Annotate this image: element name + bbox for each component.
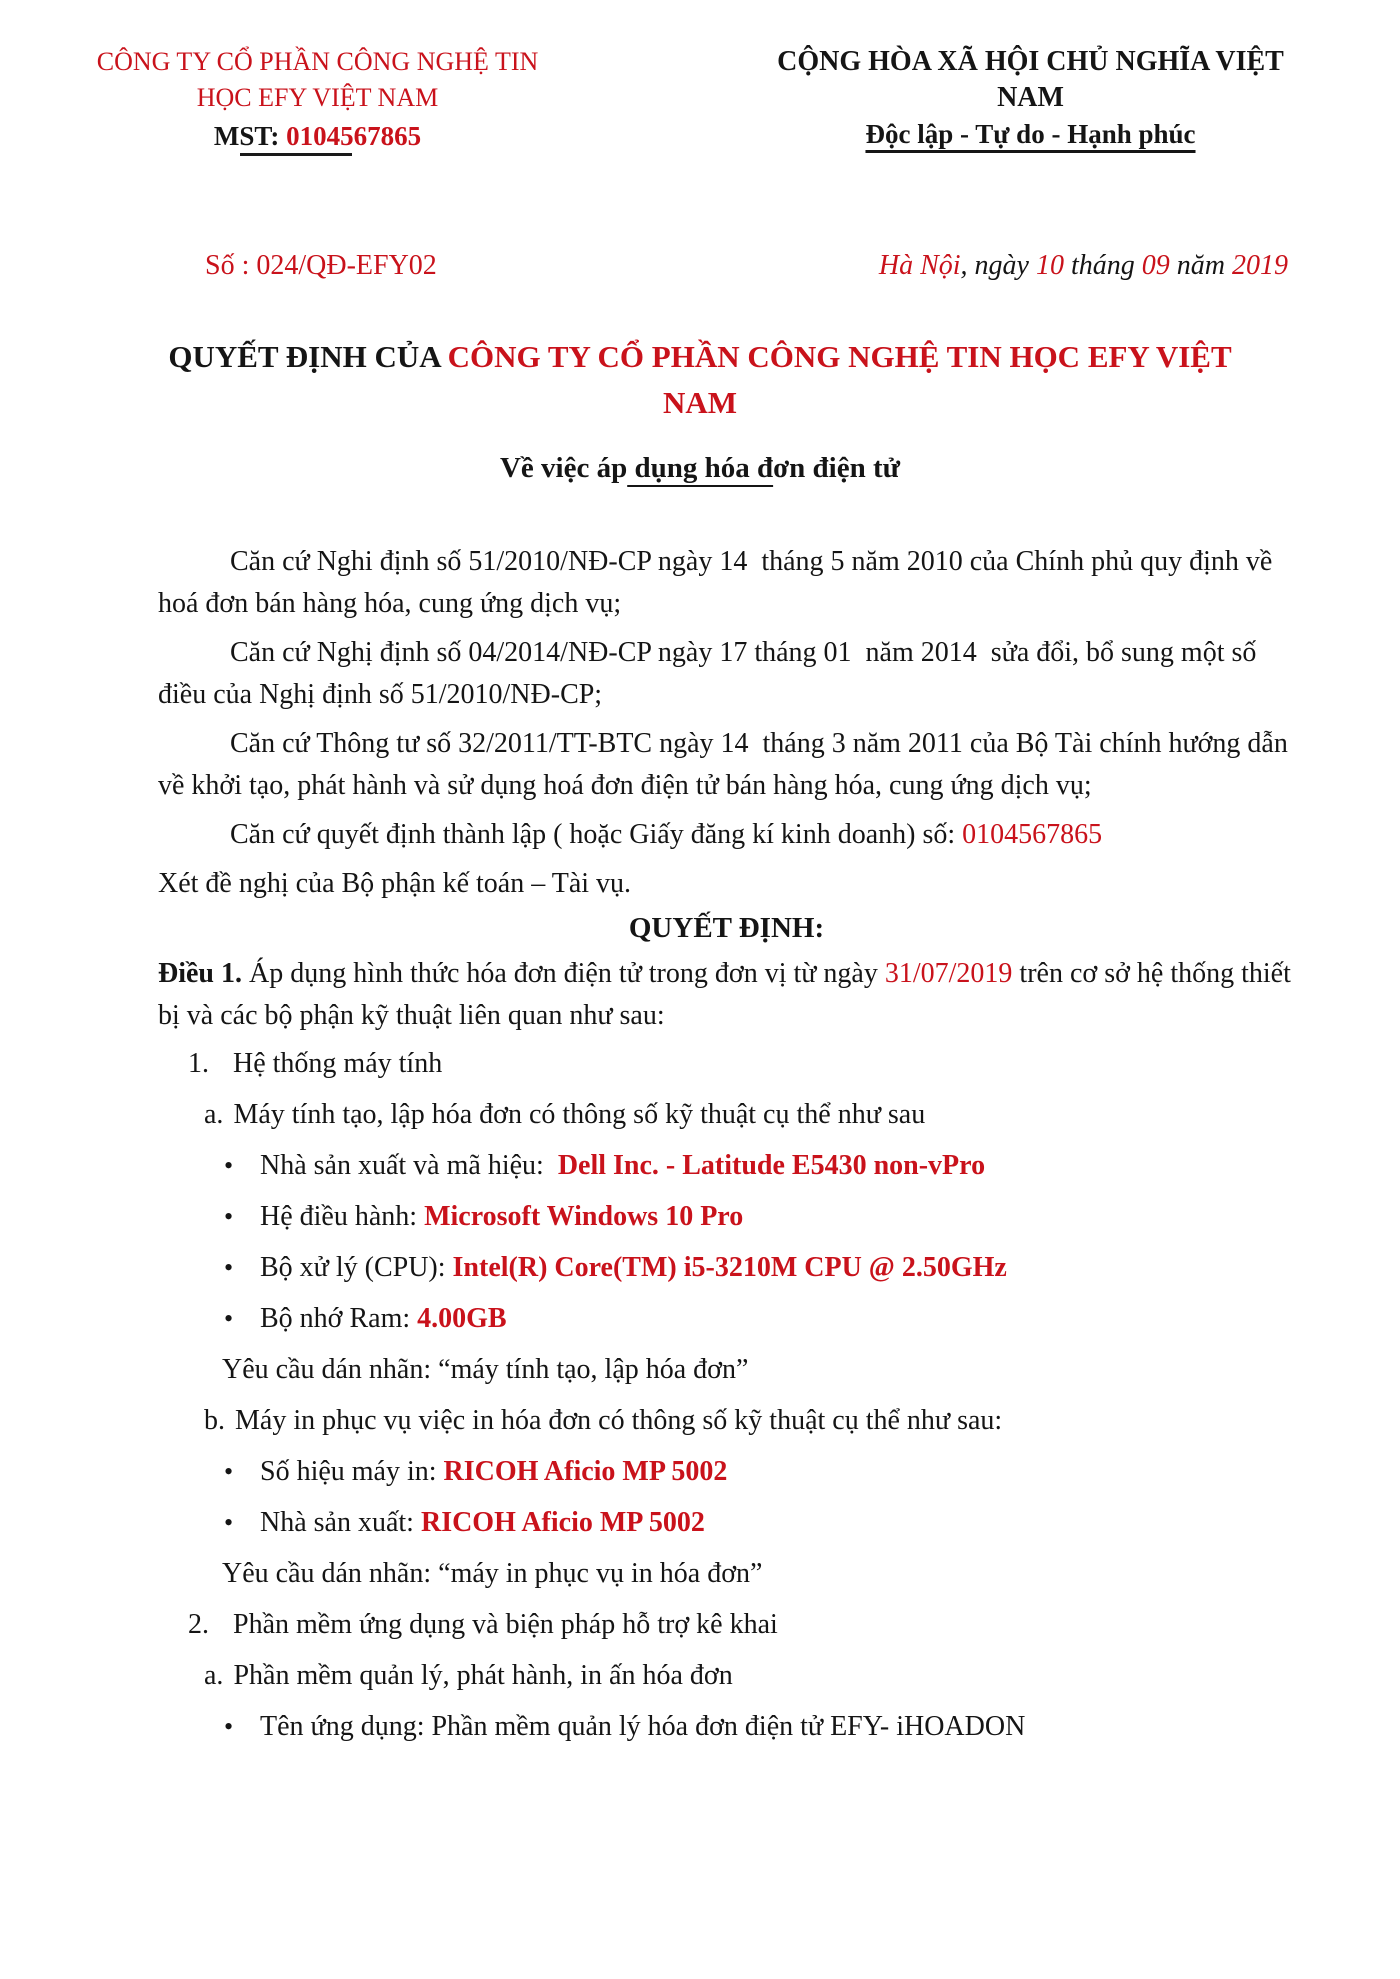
article-1 (158, 953, 1298, 1037)
national-motto-line1: CỘNG HÒA XÃ HỘI CHỦ NGHĨA VIỆT NAM (777, 46, 1284, 113)
date-city: Hà Nội (878, 250, 961, 281)
outline-item-2-number: 2. (188, 1609, 209, 1640)
outline-item-1a-letter: a. (204, 1099, 224, 1130)
outline-item-1 (158, 1044, 1295, 1084)
label-note-2-text: Yêu cầu dán nhãn: “máy in phục vụ in hóa đơn” (222, 1558, 763, 1589)
spec-label: Hệ điều hành: (260, 1201, 425, 1232)
meta-row (0, 250, 1400, 282)
outline-item-1b-text: Máy in phục vụ việc in hóa đơn có thông số kỹ thuật cụ thể như sau: (235, 1405, 1003, 1436)
outline-item-2-text: Phần mềm ứng dụng và biện pháp hỗ trợ kê khai (233, 1609, 778, 1640)
national-motto-line2: Độc lập - Tự do - Hạnh phúc (865, 119, 1196, 149)
label-note-2 (158, 1554, 1295, 1594)
spec-text (260, 1146, 985, 1186)
bullet-icon: • (224, 1253, 234, 1282)
spec-label: Số hiệu máy in: (260, 1456, 444, 1487)
article-1-text-post: trên cơ sở hệ thống thiết bị và các bộ phận kỹ thuật liên quan như sau: (158, 958, 1298, 1031)
header (0, 44, 1400, 152)
spec-label: Bộ nhớ Ram: (260, 1303, 418, 1334)
label-note-1-text: Yêu cầu dán nhãn: “máy tính tạo, lập hóa đơn” (222, 1354, 749, 1385)
tax-id-underline (240, 153, 352, 156)
outline-item-1-number: 1. (188, 1048, 209, 1079)
spec-text (260, 1248, 1007, 1288)
bullet-icon: • (224, 1508, 234, 1537)
title-company: CÔNG TY CỔ PHẦN CÔNG NGHỆ TIN HỌC EFY VIỆT NAM (447, 339, 1232, 420)
spec-text (260, 1197, 743, 1237)
subtitle-underlined: dụng hóa đ (627, 452, 774, 484)
recital-3: Căn cứ Thông tư số 32/2011/TT-BTC ngày 14 tháng 3 năm 2011 của Bộ Tài chính hướng dẫn về khởi tạo, phát hành và sử dụng hoá đơn điện tử bán hàng hóa, cung ứng dịch vụ; (158, 728, 1295, 801)
recital-4-number: 0104567865 (962, 819, 1103, 850)
tax-id-label: MST: (213, 121, 287, 151)
decision-heading: QUYẾT ĐỊNH: (628, 912, 825, 944)
spec-item (158, 1248, 1295, 1288)
spec-item (158, 1146, 1295, 1186)
spec-item (158, 1503, 1295, 1543)
app-item (158, 1707, 1295, 1747)
recital-4 (158, 814, 1295, 856)
recital-1: Căn cứ Nghi định số 51/2010/NĐ-CP ngày 14 tháng 5 năm 2010 của Chính phủ quy định về hoá đơn bán hàng hóa, cung ứng dịch vụ; (158, 546, 1280, 619)
document-subtitle (0, 452, 1400, 485)
bullet-icon: • (224, 1151, 234, 1180)
date-word-nam: năm (1169, 250, 1232, 281)
spec-text (260, 1452, 727, 1492)
tax-id-wrap (210, 121, 425, 152)
recital-5: Xét đề nghị của Bộ phận kế toán – Tài vụ. (158, 868, 632, 899)
outline-item-1b (158, 1401, 1295, 1441)
outline-item-1a (158, 1095, 1295, 1135)
app-item-text: Tên ứng dụng: Phần mềm quản lý hóa đơn điện tử EFY- iHOADON (260, 1711, 1026, 1742)
spec-value: Microsoft Windows 10 Pro (424, 1201, 744, 1232)
header-company-block (95, 44, 540, 152)
article-1-date: 31/07/2019 (884, 958, 1013, 989)
date-line (879, 250, 1288, 282)
spec-text (260, 1299, 507, 1339)
article-1-label: Điều 1. (158, 958, 242, 989)
date-month: 09 (1141, 250, 1170, 281)
document-title (140, 334, 1260, 426)
date-year: 2019 (1232, 250, 1288, 281)
spec-value: 4.00GB (417, 1303, 507, 1334)
spec-text (260, 1503, 705, 1543)
subtitle-post: ơn điện tử (773, 452, 901, 484)
outline-item-2a-letter: a. (204, 1660, 224, 1691)
document-number: Số : 024/QĐ-EFY02 (205, 250, 437, 281)
bullet-icon: • (224, 1712, 234, 1741)
outline-item-1-text: Hệ thống máy tính (233, 1048, 443, 1079)
company-name-line2: HỌC EFY VIỆT NAM (196, 83, 439, 112)
outline-item-2a-text: Phần mềm quản lý, phát hành, in ấn hóa đơn (233, 1660, 733, 1691)
spec-item (158, 1197, 1295, 1237)
tax-id-line (95, 121, 540, 152)
bullet-icon: • (224, 1457, 234, 1486)
spec-item (158, 1452, 1295, 1492)
spec-value: Dell Inc. - Latitude E5430 non-vPro (557, 1150, 986, 1181)
outline-item-1a-text: Máy tính tạo, lập hóa đơn có thông số kỹ thuật cụ thể như sau (233, 1099, 926, 1130)
title-prefix: QUYẾT ĐỊNH CỦA (168, 339, 448, 374)
date-word-thang: tháng (1063, 250, 1142, 281)
spec-label: Nhà sản xuất và mã hiệu: (260, 1150, 558, 1181)
bullet-icon: • (224, 1304, 234, 1333)
label-note-1 (158, 1350, 1295, 1390)
spec-value: Intel(R) Core(TM) i5-3210M CPU @ 2.50GHz (452, 1252, 1007, 1283)
date-day: 10 (1035, 250, 1064, 281)
article-1-text-pre: Áp dụng hình thức hóa đơn điện tử trong đơn vị từ ngày (242, 958, 885, 989)
outline-item-2 (158, 1605, 1295, 1645)
header-national-block (743, 44, 1318, 152)
outline-item-2a (158, 1656, 1295, 1696)
spec-value: RICOH Aficio MP 5002 (443, 1456, 728, 1487)
spec-label: Nhà sản xuất: (260, 1507, 421, 1538)
subtitle-pre: Về việc áp (499, 452, 628, 484)
bullet-icon: • (224, 1202, 234, 1231)
spec-value: RICOH Aficio MP 5002 (420, 1507, 705, 1538)
recital-4-text: Căn cứ quyết định thành lập ( hoặc Giấy đăng kí kinh doanh) số: (230, 819, 963, 850)
date-word-ngay: , ngày (960, 250, 1036, 281)
document-body (158, 541, 1298, 1747)
company-name-line1: CÔNG TY CỔ PHẦN CÔNG NGHỆ TIN (96, 47, 539, 76)
recital-2: Căn cứ Nghị định số 04/2014/NĐ-CP ngày 17 tháng 01 năm 2014 sửa đổi, bổ sung một số điều của Nghị định số 51/2010/NĐ-CP; (158, 637, 1264, 710)
tax-id-value: 0104567865 (286, 121, 422, 151)
spec-label: Bộ xử lý (CPU): (260, 1252, 453, 1283)
spec-item (158, 1299, 1295, 1339)
outline-item-1b-letter: b. (204, 1405, 225, 1436)
